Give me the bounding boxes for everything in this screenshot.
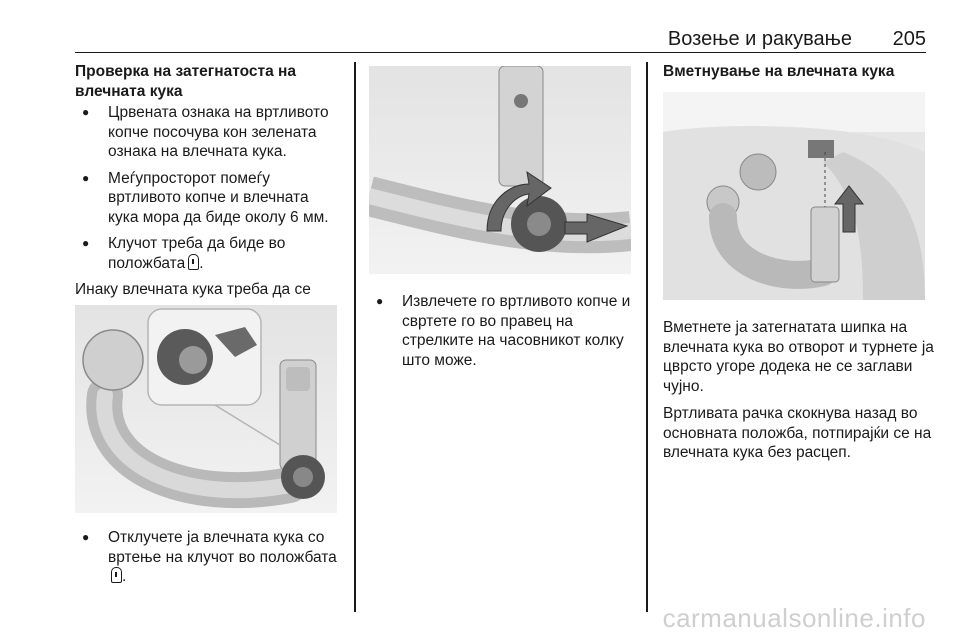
towbar-illustration xyxy=(75,305,337,513)
column-1-bottom xyxy=(75,528,340,594)
paragraph: Инаку влечната кука треба да се xyxy=(75,281,311,298)
bullet-text: Црвената ознака на вртливото копче посочува кон зелената ознака на влечната кука. xyxy=(108,104,329,160)
bullet-text: Отклучете ја влечната кука со вртење на клучот во положбата xyxy=(108,529,337,566)
section-heading: Вметнување на влечната кука xyxy=(663,63,895,80)
bullet-item xyxy=(369,292,637,370)
bullet-text: Меѓупросторот помеѓу вртливото копче и влечната кука мора да биде околу 6 мм. xyxy=(108,169,329,226)
bullet-item: ● Отклучете ја влечната кука со вртење на клучот во положбата. xyxy=(75,528,340,587)
page-number: 205 xyxy=(892,28,926,50)
bullet-item: ● Клучот треба да биде во положбата . xyxy=(75,234,340,273)
column-2 xyxy=(369,292,637,377)
bullet-list xyxy=(75,528,340,587)
bullet-text: Клучот треба да биде во положбата xyxy=(108,235,286,272)
section-heading: Проверка на затегнатоста на влечната кука xyxy=(75,63,297,100)
column-divider xyxy=(354,62,356,612)
key-lock-icon xyxy=(111,567,122,583)
paragraph: Вметнете ја затегнатата шипка на влечната кука во отворот и турнете ја цврсто угоре додека не се заглави чујно. xyxy=(663,319,934,395)
page-header xyxy=(75,22,926,53)
bullet-text: Извлечете го вртливото копче и свртете го во правец на стрелките на часовникот колку што може. xyxy=(402,293,631,369)
column-3 xyxy=(663,62,928,82)
bullet-item xyxy=(75,103,340,162)
column-1 xyxy=(75,62,340,319)
column-3-body xyxy=(663,318,935,463)
rotary-knob-illustration xyxy=(369,66,631,274)
bullet-list xyxy=(75,103,340,273)
column-divider xyxy=(646,62,648,612)
paragraph: Вртливата рачка скокнува назад во основната положба, потпирајќи се на влечната кука без расцеп. xyxy=(663,405,932,461)
bullet-list xyxy=(369,292,637,370)
header-title: Возење и ракување xyxy=(667,28,852,50)
key-lock-icon xyxy=(188,254,199,270)
insert-towbar-figure xyxy=(663,92,925,300)
towbar-tension-figure xyxy=(75,305,337,513)
bullet-item xyxy=(75,169,340,228)
rotary-knob-figure xyxy=(369,66,631,274)
insert-towbar-illustration xyxy=(663,92,925,300)
watermark: carmanualsonline.info xyxy=(662,603,926,633)
